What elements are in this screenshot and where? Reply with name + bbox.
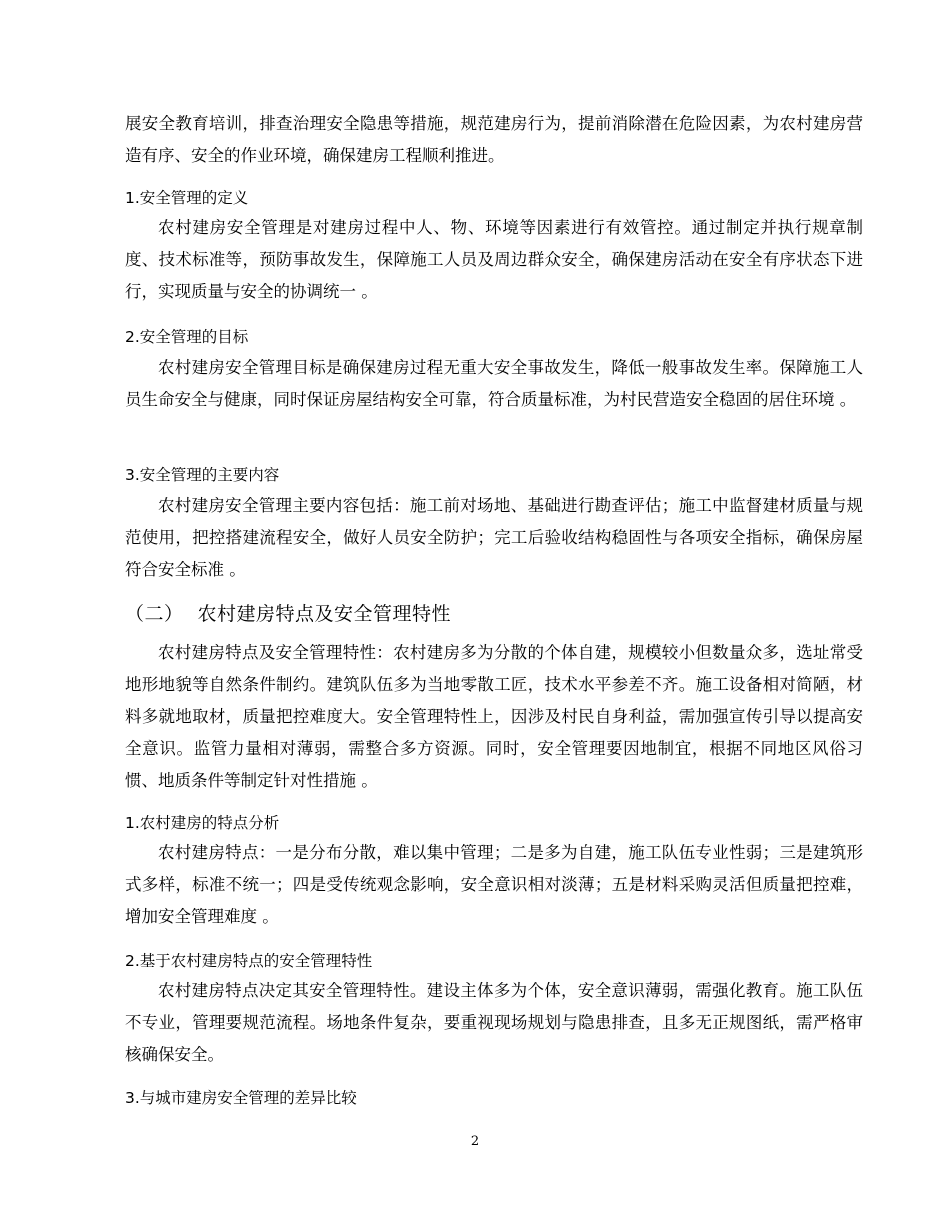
page-number: 2 [470, 1134, 480, 1149]
heading-safety-management-goal: 2.安全管理的目标 [125, 328, 249, 346]
heading-safety-management-definition: 1.安全管理的定义 [125, 189, 249, 207]
paragraph-definition: 农村建房安全管理是对建房过程中人、物、环境等因素进行有效管控。通过制定并执行规章制度、技术标准等，预防事故发生，保障施工人员及周边群众安全，确保建房活动在安全有序状态下进行，实现质量与安全的协调统一 。 [125, 218, 863, 301]
paragraph-content: 农村建房安全管理主要内容包括：施工前对场地、基础进行勘查评估；施工中监督建材质量与规范使用，把控搭建流程安全，做好人员安全防护；完工后验收结构稳固性与各项安全指标，确保房屋符合安全标准 。 [125, 496, 863, 579]
paragraph-management-traits: 农村建房特点决定其安全管理特性。建设主体多为个体，安全意识薄弱，需强化教育。施工队伍不专业，管理要规范流程。场地条件复杂，要重视现场规划与隐患排查，且多无正规图纸，需严格审核确保安全。 [125, 981, 863, 1064]
paragraph-goal: 农村建房安全管理目标是确保建房过程无重大安全事故发生，降低一般事故发生率。保障施工人员生命安全与健康，同时保证房屋结构安全可靠，符合质量标准，为村民营造安全稳固的居住环境 。 [125, 358, 863, 409]
intro-paragraph: 展安全教育培训，排查治理安全隐患等措施，规范建房行为，提前消除潜在危险因素，为农村建房营造有序、安全的作业环境，确保建房工程顺利推进。 [125, 114, 863, 165]
paragraph-characteristics: 农村建房特点及安全管理特性：农村建房多为分散的个体自建，规模较小但数量众多，选址常受地形地貌等自然条件制约。建筑队伍多为当地零散工匠，技术水平参差不齐。施工设备相对简陋，材料多就地取材，质量把控难度大。安全管理特性上，因涉及村民自身利益，需加强宣传引导以提高安全意识。监管力量相对薄弱，需整合多方资源。同时，安全管理要因地制宜，根据不同地区风俗习惯、地质条件等制定针对性措施 。 [125, 643, 863, 790]
paragraph-characteristics-analysis: 农村建房特点：一是分布分散，难以集中管理；二是多为自建，施工队伍专业性弱；三是建筑形式多样，标准不统一；四是受传统观念影响，安全意识相对淡薄；五是材料采购灵活但质量把控难，增加安全管理难度 。 [125, 843, 863, 926]
section-heading-rural-building [125, 597, 863, 631]
section-number: （二） [125, 603, 184, 625]
section-title: 农村建房特点及安全管理特性 [197, 603, 452, 625]
heading-safety-management-content: 3.安全管理的主要内容 [125, 466, 280, 484]
heading-characteristics-analysis: 1.农村建房的特点分析 [125, 814, 280, 832]
heading-urban-comparison: 3.与城市建房安全管理的差异比较 [125, 1089, 357, 1107]
heading-management-traits: 2.基于农村建房特点的安全管理特性 [125, 952, 373, 970]
